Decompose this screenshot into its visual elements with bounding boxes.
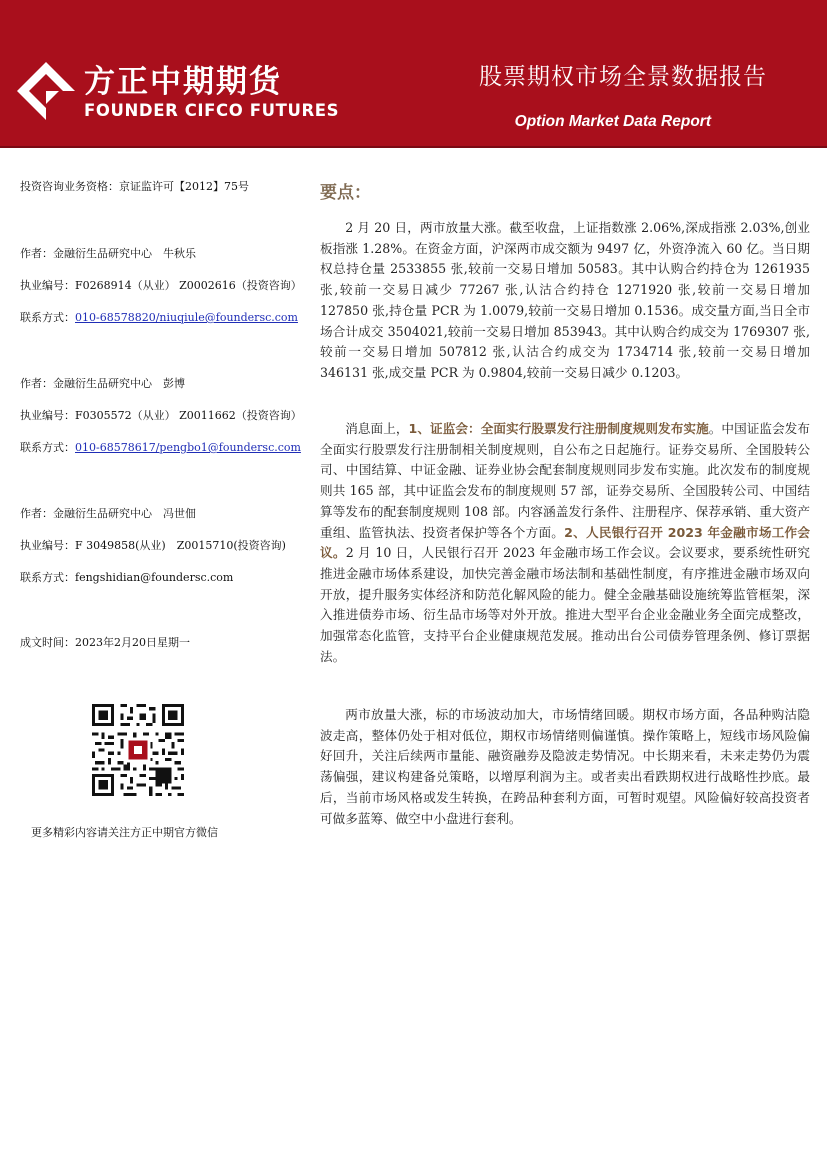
- header-divider: [0, 146, 827, 148]
- founder-logo-icon: [17, 62, 75, 120]
- contact-1: [20, 309, 298, 325]
- author-1: 作者：金融衍生品研究中心 牛秋乐: [20, 247, 196, 260]
- license-3: 执业编号：F 3049858(从业) Z0015710(投资咨询): [20, 539, 286, 552]
- company-name-cn: 方正中期期货: [84, 64, 282, 100]
- contact-2: [20, 439, 301, 455]
- author-3: 作者：金融衍生品研究中心 冯世佃: [20, 507, 196, 520]
- license-2: 执业编号：F0305572（从业） Z0011662（投资咨询）: [20, 409, 302, 422]
- qualification: 投资咨询业务资格：京证监许可【2012】75号: [20, 180, 249, 193]
- news-intro: 消息面上，: [345, 421, 409, 436]
- paragraph-news: [320, 419, 810, 667]
- contact-label: 联系方式：: [20, 571, 75, 584]
- section-title: 要点：: [320, 183, 371, 203]
- license-1: 执业编号：F0268914（从业） Z0002616（投资咨询）: [20, 279, 302, 292]
- news-body-1: 。中国证监会发布全面实行股票发行注册制相关制度规则，自公布之日起施行。证券交易所、全国股转公司、中国结算、中证金融、证券业协会配套制度规则同步发布实施。此次发布的制度规则共 165 部，其中证监会发布的制度规则 57 部，证券交易所、全国股转公司、中国结算等发布的配套制度规则 108 部。内容涵盖发行条件、注册程序、保荐承销、重大资产重组、监管执法、投资者保护等各个方面。: [320, 421, 811, 540]
- news-headline-1: 1、证监会：全面实行股票发行注册制度规则发布实施: [408, 421, 709, 436]
- news-headline-2: 2、人民银行召开 2023 年金融市场工作会议。: [320, 524, 810, 561]
- contact-email-3: fengshidian@foundersc.com: [75, 571, 234, 584]
- report-date: 成文时间：2023年2月20日星期一: [20, 636, 190, 649]
- contact-link-2[interactable]: 010-68578617/pengbo1@foundersc.com: [75, 441, 301, 454]
- paragraph-market-summary: 2 月 20 日，两市放量大涨。截至收盘，上证指数涨 2.06%,深成指涨 2.03%,创业板指涨 1.28%。在资金方面，沪深两市成交额为 9497 亿，外资净流入 60 亿。当日期权总持仓量 2533855 张,较前一交易日增加 50583。其中认购合约持仓为 1261935 张,较前一交易日减少 77267 张,认沽合约持仓 1271920 张,较前一交易日增加 127850 张,持仓量 PCR 为 1.0079,较前一交易日增加 0.1536。成交量方面,当日全市场合计成交 3504021,较前一交易日增加 853943。其中认购合约成交为 1769307 张,较前一交易日增加 507812 张,认沽合约成交为 1734714 张,较前一交易日增加 346131 张,成交量 PCR 为 0.9804,较前一交易日减少 0.1203。: [320, 220, 810, 380]
- report-title-cn: 股票期权市场全景数据报告: [479, 64, 767, 90]
- news-body-2: 2 月 10 日，人民银行召开 2023 年金融市场工作会议。会议要求，要系统性研究推进金融市场体系建设，加快完善金融市场法制和基础性制度，有序推进金融市场双向开放，提升服务实体经济和防范化解风险的能力。健全金融基础设施统筹监管框架，深入推进债券市场、衍生品市场等对外开放。推进大型平台企业金融业务全面完成整改，加强常态化监管，支持平台企业健康规范发展。推动出台公司债券管理条例、修订票据法。: [320, 545, 810, 664]
- report-header: [0, 0, 827, 146]
- paragraph-strategy: 两市放量大涨，标的市场波动加大，市场情绪回暖。期权市场方面，各品种购沽隐波走高，整体仍处于相对低位，期权市场情绪则偏谨慎。操作策略上，短线市场风险偏好回升，关注后续两市量能、融资融券及隐波走势情况。中长期来看，未来走势仍为震荡偏强，建议构建备兑策略，以增厚利润为主。或者卖出看跌期权进行战略性抄底。最后，当前市场风格或发生转换，在跨品种套利方面，可暂时观望。风险偏好较高投资者可做多蓝筹、做空中小盘进行套利。: [320, 707, 810, 826]
- qr-caption: 更多精彩内容请关注方正中期官方微信: [31, 826, 218, 839]
- company-name-en: FOUNDER CIFCO FUTURES: [84, 101, 340, 120]
- contact-link-1[interactable]: 010-68578820/niuqiule@foundersc.com: [75, 311, 298, 324]
- wechat-qr-code-icon[interactable]: [92, 704, 184, 796]
- contact-label: 联系方式：: [20, 441, 75, 454]
- contact-3: [20, 569, 233, 585]
- author-2: 作者：金融衍生品研究中心 彭博: [20, 377, 185, 390]
- report-title-en: Option Market Data Report: [514, 113, 711, 130]
- contact-label: 联系方式：: [20, 311, 75, 324]
